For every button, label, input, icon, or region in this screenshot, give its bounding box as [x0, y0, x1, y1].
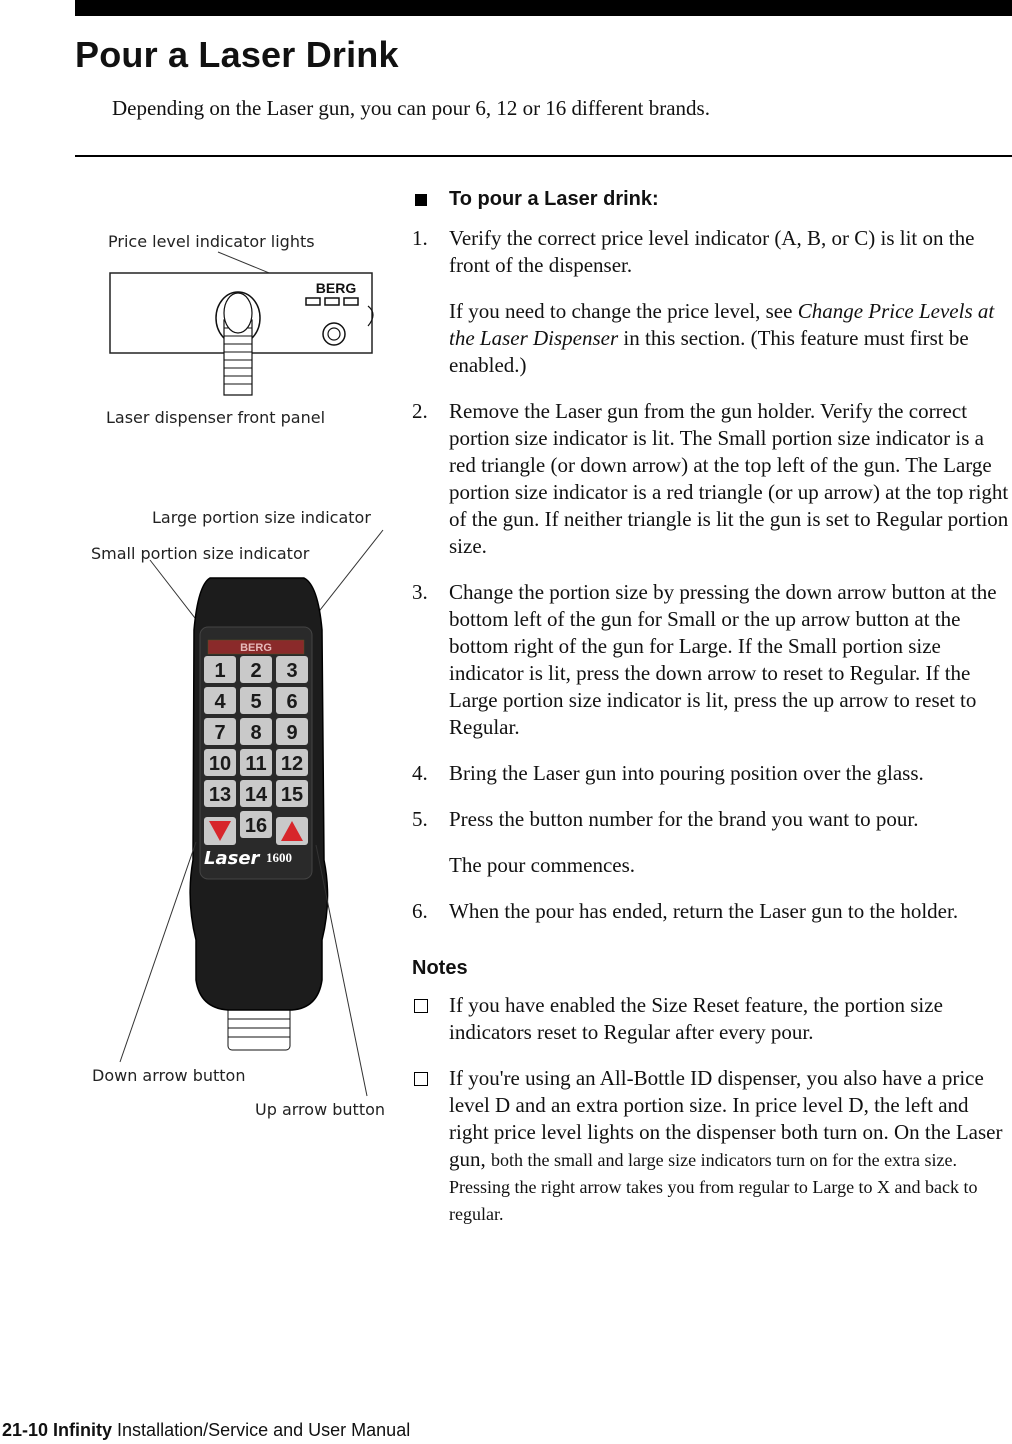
- key-3-label: 3: [286, 660, 298, 682]
- label-price-lights: Price level indicator lights: [108, 232, 315, 251]
- price-light-b: [325, 298, 339, 305]
- instructions-column: [412, 180, 1012, 1246]
- step-number: 3.: [412, 580, 428, 604]
- gun-logo: Laser: [204, 848, 260, 869]
- key-9-label: 9: [286, 722, 298, 744]
- key-13-label: 13: [208, 784, 232, 806]
- step-note: If you need to change the price level, see Change Price Levels at the Laser Dispenser in this section. (This feature must first be enabled.): [449, 299, 995, 377]
- step-result: The pour commences.: [449, 853, 636, 877]
- key-6-label: 6: [286, 691, 298, 713]
- step-5: [412, 806, 1012, 879]
- page-footer: [2, 1420, 410, 1441]
- step-6: [412, 898, 1012, 925]
- key-16-label: 16: [244, 815, 268, 837]
- step-number: 6.: [412, 899, 428, 923]
- label-front-panel: Laser dispenser front panel: [106, 408, 326, 427]
- notes-heading: Notes: [412, 957, 468, 979]
- step-text: Change the portion size by pressing the down arrow button at the bottom left of the gun for Small or the up arrow button at the bottom right of the gun for Large. If the Small portion size indicator is lit, press the down arrow to reset to Regular. If the Large portion size indicator is lit, press the up arrow to reset to Regular.: [449, 580, 997, 739]
- note-item: [412, 992, 1012, 1046]
- step-4: [412, 760, 1012, 787]
- label-large-indicator: Large portion size indicator: [152, 508, 371, 527]
- cross-reference-link[interactable]: Change Price Levels at the Laser Dispenser: [449, 299, 995, 350]
- price-light-a: [306, 298, 320, 305]
- key-15-label: 15: [280, 784, 304, 806]
- panel-brand: BERG: [315, 280, 357, 296]
- step-number: 5.: [412, 807, 428, 831]
- square-bullet-icon: [415, 194, 427, 206]
- step-1: [412, 225, 1012, 379]
- label-small-indicator: Small portion size indicator: [91, 544, 310, 563]
- page-title: Pour a Laser Drink: [75, 34, 399, 75]
- key-14-label: 14: [244, 784, 268, 806]
- key-10-label: 10: [208, 753, 232, 775]
- step-3: [412, 579, 1012, 741]
- procedure-heading: [412, 186, 1012, 213]
- gun-model: 1600: [266, 850, 292, 865]
- checkbox-bullet-icon: [414, 999, 428, 1013]
- label-up-button: Up arrow button: [255, 1100, 386, 1119]
- step-number: 4.: [412, 761, 428, 785]
- key-2-label: 2: [250, 660, 262, 682]
- laser-illustration: [0, 0, 410, 1140]
- footer-manual: Installation/Service and User Manual: [117, 1420, 411, 1440]
- panel-knob: [323, 323, 345, 345]
- key-4-label: 4: [214, 691, 226, 713]
- footer-section: 21-10 Infinity: [2, 1420, 113, 1440]
- step-2: [412, 398, 1012, 560]
- key-12-label: 12: [280, 753, 304, 775]
- intro-text: Depending on the Laser gun, you can pour 6, 12 or 16 different brands.: [112, 96, 710, 120]
- procedure-heading-text: To pour a Laser drink:: [449, 188, 659, 210]
- price-light-c: [344, 298, 358, 305]
- step-text: Verify the correct price level indicator (A, B, or C) is lit on the front of the dispenser.: [449, 226, 975, 277]
- key-5-label: 5: [250, 691, 262, 713]
- note-text: If you have enabled the Size Reset feature, the portion size indicators reset to Regular after every pour.: [449, 993, 943, 1044]
- step-text: Press the button number for the brand you want to pour.: [449, 807, 919, 831]
- note-text: If you're using an All-Bottle ID dispenser, you also have a price level D and an extra portion size. In price level D, the left and right price level lights on the dispenser both turn on. On the Laser gun, both the small and large size indicators turn on for the extra size. Pressing the right arrow takes you from regular to Large to X and back to regular.: [449, 1066, 1003, 1224]
- step-number: 1.: [412, 226, 428, 250]
- step-text: Bring the Laser gun into pouring position over the glass.: [449, 761, 924, 785]
- key-8-label: 8: [250, 722, 262, 744]
- label-down-button: Down arrow button: [92, 1066, 246, 1085]
- key-7-label: 7: [214, 722, 226, 744]
- key-11-label: 11: [245, 753, 267, 775]
- step-text: Remove the Laser gun from the gun holder. Verify the correct portion size indicator is lit. The Small portion size indicator is a red triangle (or down arrow) at the top left of the gun. The Large portion size indicator is a red triangle (or up arrow) at the top right of the gun. If neither triangle is lit the gun is set to Regular portion size.: [449, 399, 1009, 558]
- step-number: 2.: [412, 399, 428, 423]
- gun-brand: BERG: [240, 642, 272, 654]
- key-1-label: 1: [214, 660, 226, 682]
- step-text: When the pour has ended, return the Laser gun to the holder.: [449, 899, 959, 923]
- note-item: [412, 1065, 1012, 1227]
- checkbox-bullet-icon: [414, 1072, 428, 1086]
